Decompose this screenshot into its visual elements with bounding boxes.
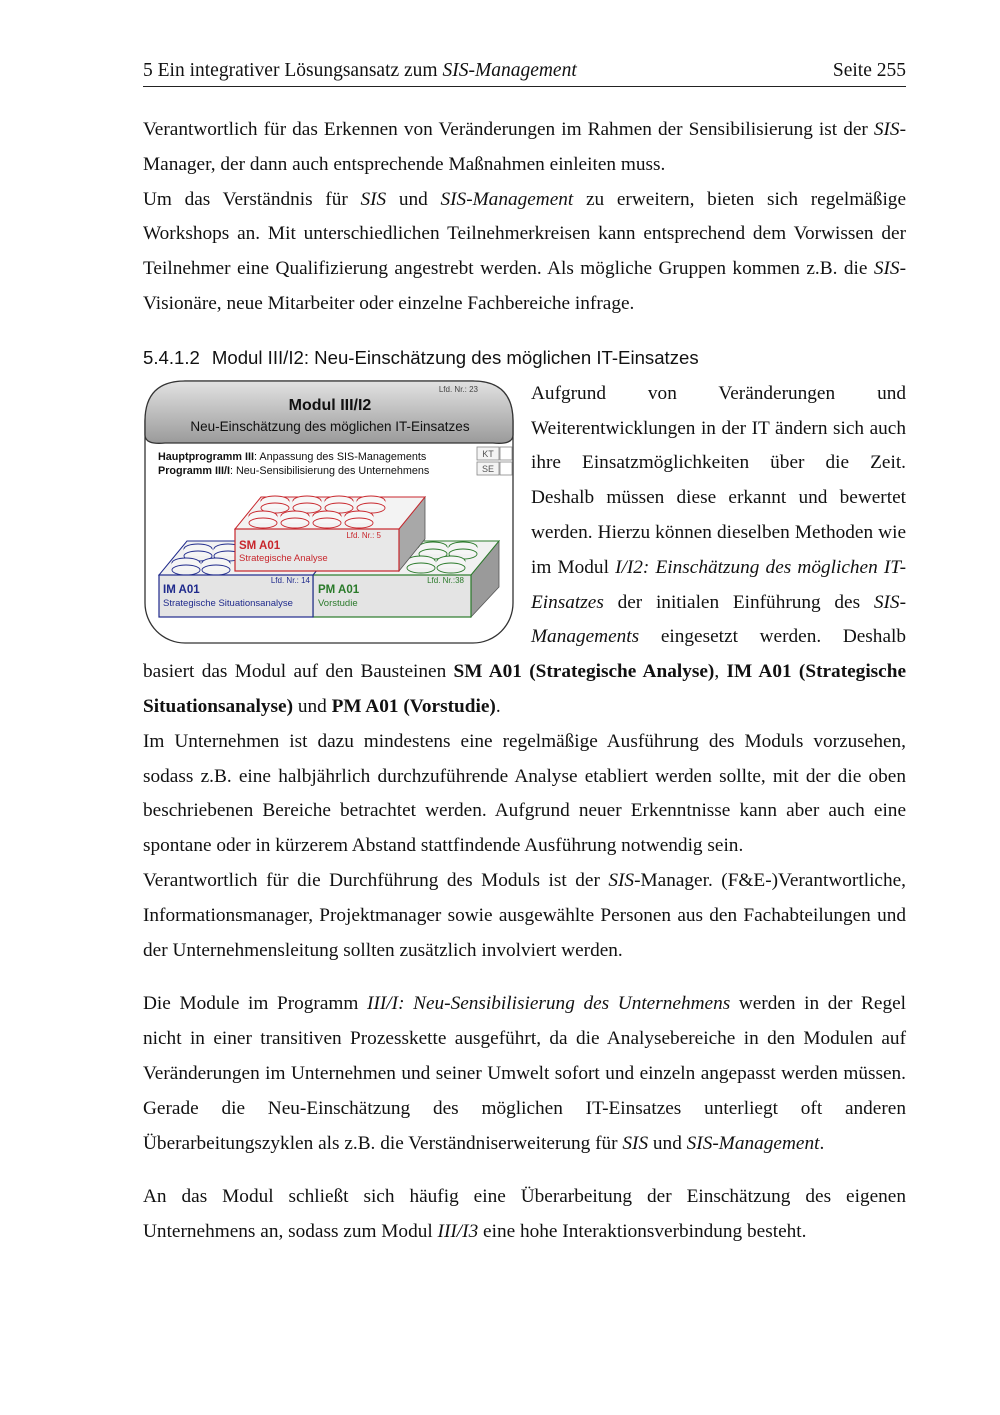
paragraph-1: Verantwortlich für das Erkennen von Veränderungen im Rahmen der Sensibilisierung ist der SIS-Manager, der dann auch entsprechende Maßnahmen einleiten muss. — [143, 119, 906, 175]
sm-lfd-number: Lfd. Nr.: 5 — [346, 530, 381, 540]
main-program-line: Hauptprogramm III: Anpassung des SIS-Managements — [158, 450, 427, 463]
pm-name: Vorstudie — [318, 597, 358, 609]
paragraph-5: Verantwortlich für die Durchführung des Moduls ist der SIS-Manager. (F&E-)Verantwortliche, Informationsmanager, Projektmanager sowie ausgewählte Personen aus den Fachabteilungen und der Unternehmensleitung sollten zusätzlich involviert werden. — [143, 869, 906, 961]
paragraph-3: Aufgrund von Veränderungen und Weiterentwicklungen in der IT ändern sich auch ihre Einsatzmöglichkeiten über die Zeit. Deshalb müssen diese erkannt und bewertet werden. Hierzu können dieselben Methoden wie im Modul I/I2: Einschätzung des möglichen IT-Einsatzes der initialen Einführung des SIS-Managements eingesetzt werden. Deshalb basiert das Modul auf den Bausteinen SM A01 (Strategische Analyse), IM A01 (Strategische Situationsanalyse) und PM A01 (Vorstudie). — [143, 382, 907, 717]
module-lfd-number: Lfd. Nr.: 23 — [438, 384, 478, 394]
paragraph-6: Die Module im Programm III/I: Neu-Sensibilisierung des Unternehmens werden in der Regel nicht in einer transitiven Prozesskette ausgeführt, da die Analysebereiche in den Modulen auf Veränderungen im Unternehmen und seiner Umwelt sofort und einzeln angepasst werden müssen. Gerade die Neu-Einschätzung des möglichen IT-Einsatzes unterliegt oft anderen Überarbeitungszyklen als z.B. die Verständniserweiterung für SIS und SIS-Management. — [143, 993, 906, 1154]
sm-code: SM A01 — [239, 539, 281, 552]
sm-name: Strategische Analyse — [239, 552, 328, 564]
program-line: Programm III/I: Neu-Sensibilisierung des Unternehmens — [158, 464, 430, 477]
module-title: Modul III/I2 — [288, 396, 372, 414]
module-figure — [143, 379, 517, 647]
chapter-title: 5 Ein integrativer Lösungsansatz zum SIS-Management — [143, 60, 577, 81]
pm-code: PM A01 — [318, 583, 360, 596]
tag-kt-check — [500, 447, 512, 460]
im-name: Strategische Situationsanalyse — [163, 597, 293, 609]
im-code: IM A01 — [163, 583, 200, 596]
section-heading: 5.4.1.2 Modul III/I2: Neu-Einschätzung des möglichen IT-Einsatzes — [143, 346, 699, 368]
pm-lfd-number: Lfd. Nr.:38 — [427, 575, 464, 585]
page-header — [143, 58, 906, 87]
paragraph-7: An das Modul schließt sich häufig eine Überarbeitung der Einschätzung des eigenen Unternehmens an, sodass zum Modul III/I3 eine hohe Interaktionsverbindung besteht. — [143, 1186, 906, 1243]
paragraph-2: Um das Verständnis für SIS und SIS-Management zu erweitern, bieten sich regelmäßige Workshops an. Mit unterschiedlichen Teilnehmerkreisen kann entsprechend dem Vorwissen der Teilnehmer eine Qualifizierung angestrebt werden. Als mögliche Gruppen kommen z.B. die SIS-Visionäre, neue Mitarbeiter oder einzelne Fachbereiche infrage. — [143, 188, 907, 314]
im-lfd-number: Lfd. Nr.: 14 — [270, 575, 310, 585]
module-subtitle: Neu-Einschätzung des möglichen IT-Einsatzes — [190, 418, 470, 434]
paragraph-4: Im Unternehmen ist dazu mindestens eine regelmäßige Ausführung des Moduls vorzusehen, sodass z.B. eine halbjährlich durchzuführende Analyse etabliert werden sollte, mit der die oben beschriebenen Bereiche betrachtet werden. Aufgrund neuer Erkenntnisse kann aber auch eine spontane oder in kürzerem Abstand stattfindende Ausführung notwendig sein. — [143, 730, 906, 857]
tag-kt: KT — [482, 448, 494, 459]
document-body — [143, 113, 906, 1250]
tag-se: SE — [481, 463, 495, 474]
page-number: Seite 255 — [832, 60, 906, 81]
tag-se-check — [500, 462, 512, 475]
module-diagram — [143, 379, 517, 647]
